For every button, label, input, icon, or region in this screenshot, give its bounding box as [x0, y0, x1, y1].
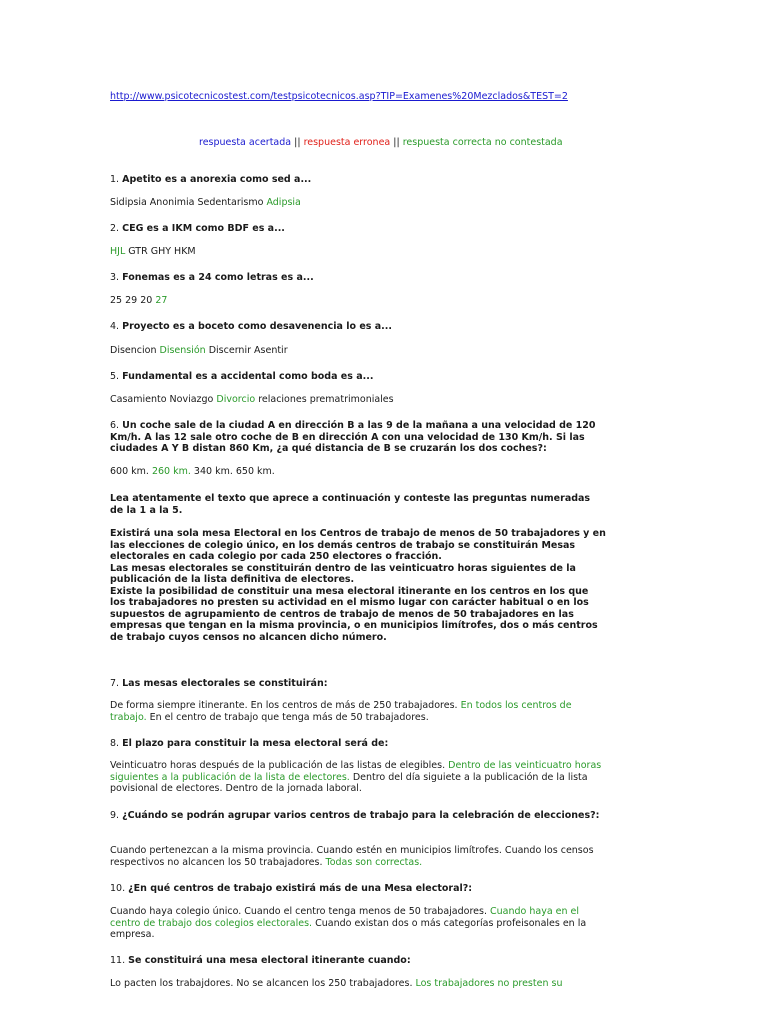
question-8 [110, 738, 606, 750]
correct-answer: Cuando haya en el centro de trabajo dos colegios electorales. [110, 906, 580, 929]
answers-2 [110, 246, 606, 258]
legend-wrong: respuesta erronea [303, 137, 391, 148]
correct-answer: 27 [155, 295, 168, 306]
question-number: 4. [110, 321, 120, 332]
answers-6 [110, 466, 606, 478]
answers-9 [110, 845, 606, 868]
question-text: Se constituirá una mesa electoral itinerante cuando: [128, 955, 411, 966]
reading-passage [110, 528, 606, 643]
question-2 [110, 223, 606, 235]
question-3 [110, 272, 606, 284]
correct-answer: Los trabajadores no presten su [415, 978, 563, 989]
answer-options: 340 km. 650 km. [190, 466, 275, 477]
question-text: Apetito es a anorexia como sed a... [122, 174, 312, 185]
question-5 [110, 371, 606, 383]
question-number: 7. [110, 678, 120, 689]
answers-10 [110, 906, 606, 941]
reading-paragraph: Las mesas electorales se constituirán dentro de las veinticuatro horas siguientes de la publicación de la lista definitiva de electores. [110, 562, 576, 585]
answer-options: De forma siempre itinerante. En los centros de más de 250 trabajadores. [110, 700, 461, 711]
question-number: 10. [110, 883, 126, 894]
question-number: 5. [110, 371, 120, 382]
question-number: 11. [110, 955, 126, 966]
answers-8 [110, 760, 606, 795]
reading-paragraph: Existirá una sola mesa Electoral en los Centros de trabajo de menos de 50 trabajadores y en las elecciones de colegio único, en los demás centros de trabajo se constituirán Mesas electorales en cada colegio por cada 250 electores o fracción. [110, 528, 606, 562]
question-10 [110, 883, 606, 895]
question-6 [110, 420, 606, 455]
answer-options: relaciones prematrimoniales [255, 394, 394, 405]
legend-unanswered: respuesta correcta no contestada [402, 137, 563, 148]
question-text: El plazo para constituir la mesa electoral será de: [122, 738, 389, 749]
answer-options: Dentro del día siguiete a la publicación de la lista povisional de electores. Dentro de la jornada laboral. [110, 771, 588, 794]
question-11 [110, 955, 606, 967]
question-number: 2. [110, 223, 120, 234]
legend-separator: || [291, 137, 304, 148]
question-number: 8. [110, 738, 120, 749]
question-text: CEG es a IKM como BDF es a... [122, 223, 285, 234]
legend-separator: || [390, 137, 403, 148]
answers-11 [110, 978, 606, 990]
question-1 [110, 174, 606, 186]
correct-answer: En todos los centros de trabajo. [110, 700, 572, 723]
reading-paragraph: Existe la posibilidad de constituir una mesa electoral itinerante en los centros en los que los trabajadores no presten su actividad en el mismo lugar con carácter habitual o en los supuestos de agrupamiento de centros de trabajo de menos de 50 trabajadores en las empresas que tengan en la misma provincia, o en municipios limítrofes, dos o más centros de trabajo cuyos censos no alcancen dicho número. [110, 585, 598, 643]
answer-options: En el centro de trabajo que tenga más de 50 trabajadores. [146, 711, 429, 723]
answers-1 [110, 197, 606, 209]
question-number: 3. [110, 272, 120, 283]
correct-answer: 260 km. [151, 466, 191, 477]
answer-options: 600 km. [110, 466, 152, 477]
question-text: Las mesas electorales se constituirán: [122, 678, 328, 689]
correct-answer: Disensión [159, 345, 206, 356]
answer-options: Discernir Asentir [205, 345, 288, 356]
question-text: Proyecto es a boceto como desavenencia lo es a... [122, 321, 392, 332]
question-text: ¿En qué centros de trabajo existirá más de una Mesa electoral?: [128, 883, 473, 894]
question-number: 6. [110, 420, 120, 431]
question-7 [110, 678, 606, 690]
answer-options: Casamiento Noviazgo [110, 394, 217, 405]
answer-legend [199, 137, 563, 148]
question-text: ¿Cuándo se podrán agrupar varios centros de trabajo para la celebración de elecciones?: [122, 810, 600, 821]
question-text: Fonemas es a 24 como letras es a... [122, 272, 314, 283]
correct-answer: Adipsia [266, 197, 301, 208]
reading-intro: Lea atentamente el texto que aprece a continuación y conteste las preguntas numeradas de la 1 a la 5. [110, 493, 591, 516]
correct-answer: Dentro de las veinticuatro horas siguientes a la publicación de la lista de electores. [110, 760, 602, 783]
answer-options: Cuando haya colegio único. Cuando el centro tenga menos de 50 trabajadores. [110, 906, 490, 917]
answer-options: Cuando pertenezcan a la misma provincia. Cuando estén en municipios limítrofes. Cuando los censos respectivos no alcancen los 50 trabajadores. [110, 845, 594, 868]
answers-5 [110, 394, 606, 406]
question-number: 9. [110, 810, 120, 821]
legend-correct: respuesta acertada [199, 137, 292, 148]
answer-options: Cuando existan dos o más categorías profeisonales en la empresa. [110, 917, 587, 940]
answers-3 [110, 295, 606, 307]
answers-4 [110, 345, 606, 357]
source-link[interactable]: http://www.psicotecnicostest.com/testpsicotecnicos.asp?TIP=Examenes%20Mezclados&TEST=2 [110, 91, 568, 102]
question-9 [110, 810, 606, 822]
question-text: Un coche sale de la ciudad A en dirección B a las 9 de la mañana a una velocidad de 120 Km/h. A las 12 sale otro coche de B en dirección A con una velocidad de 130 Km/h. Si las ciudades A Y B distan 860 Km, ¿a qué distancia de B se cruzarán los dos coches?: [110, 420, 596, 454]
answer-options: Lo pacten los trabajdores. No se alcancen los 250 trabajadores. [110, 978, 416, 989]
correct-answer: Todas son correctas. [325, 856, 423, 868]
answer-options: Disencion [110, 345, 160, 356]
answers-7 [110, 700, 606, 723]
correct-answer: Divorcio [216, 394, 256, 405]
question-text: Fundamental es a accidental como boda es a... [122, 371, 374, 382]
answer-options: Veinticuatro horas después de la publicación de las listas de elegibles. [110, 760, 449, 771]
answer-options: 25 29 20 [110, 295, 156, 306]
answer-options: GTR GHY HKM [125, 246, 196, 257]
correct-answer: HJL [110, 246, 126, 257]
question-4 [110, 321, 606, 333]
question-number: 1. [110, 174, 120, 185]
answer-options: Sidipsia Anonimia Sedentarismo [110, 197, 267, 208]
